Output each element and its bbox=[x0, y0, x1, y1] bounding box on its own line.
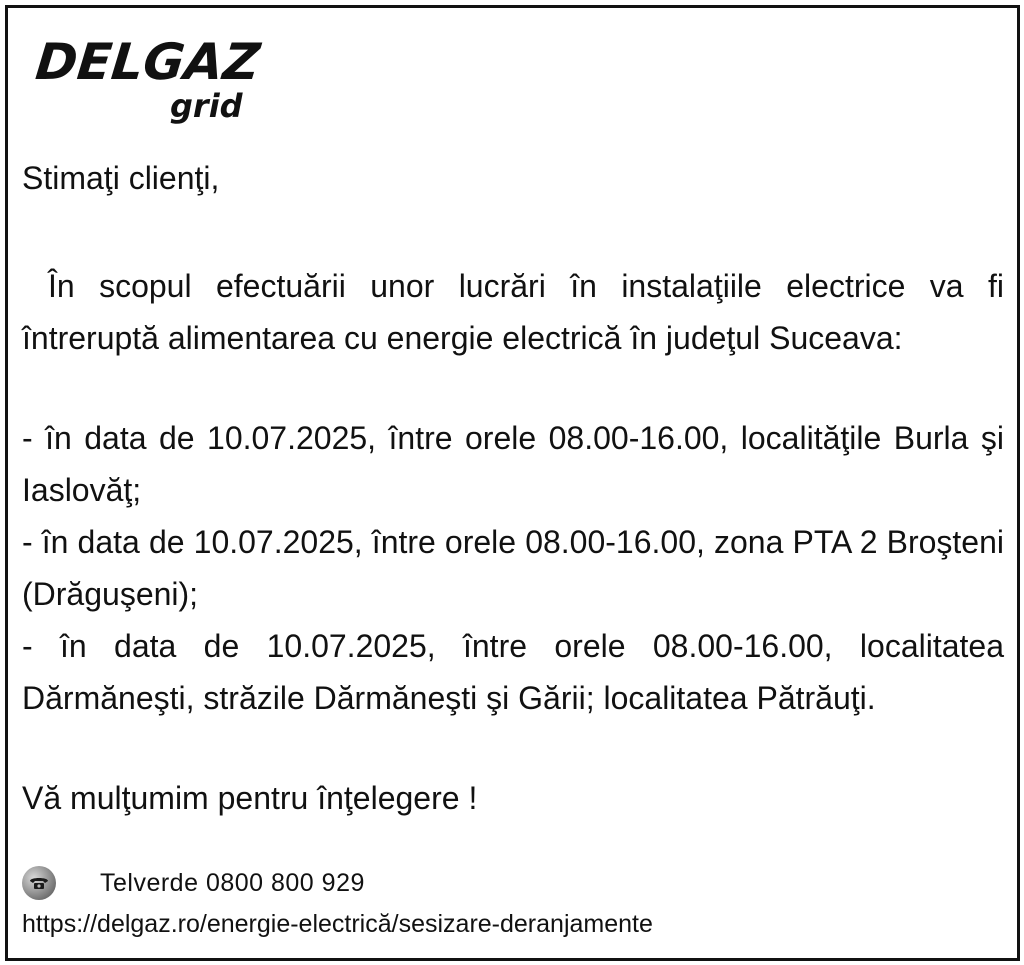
phone-number: Telverde 0800 800 929 bbox=[100, 868, 365, 897]
complaint-url[interactable]: https://delgaz.ro/energie-electrică/sesizare-deranjamente bbox=[22, 910, 653, 938]
phone-contact bbox=[22, 863, 365, 903]
logo-sub: grid bbox=[170, 87, 243, 125]
greeting: Stimaţi clienţi, bbox=[22, 160, 220, 196]
intro-paragraph: În scopul efectuării unor lucrări în instalaţiile electrice va fi întreruptă alimentarea cu energie electrică în judeţul Suceava: bbox=[22, 268, 1004, 356]
telephone-icon bbox=[22, 866, 56, 900]
notice-frame bbox=[5, 5, 1020, 961]
logo-brand: DELGAZ bbox=[32, 33, 263, 91]
outage-item: - în data de 10.07.2025, între orele 08.00-16.00, localităţile Burla şi Iaslovăţ; bbox=[22, 420, 1004, 508]
outage-item: - în data de 10.07.2025, între orele 08.00-16.00, localitatea Dărmăneşti, străzile Dărmăneşti şi Gării; localitatea Pătrăuţi. bbox=[22, 628, 1004, 716]
delgaz-grid-logo bbox=[32, 32, 266, 132]
thanks-text: Vă mulţumim pentru înţelegere ! bbox=[22, 780, 478, 816]
outage-item: - în data de 10.07.2025, între orele 08.00-16.00, zona PTA 2 Broşteni (Drăguşeni); bbox=[22, 524, 1004, 612]
outage-list bbox=[22, 412, 1004, 724]
